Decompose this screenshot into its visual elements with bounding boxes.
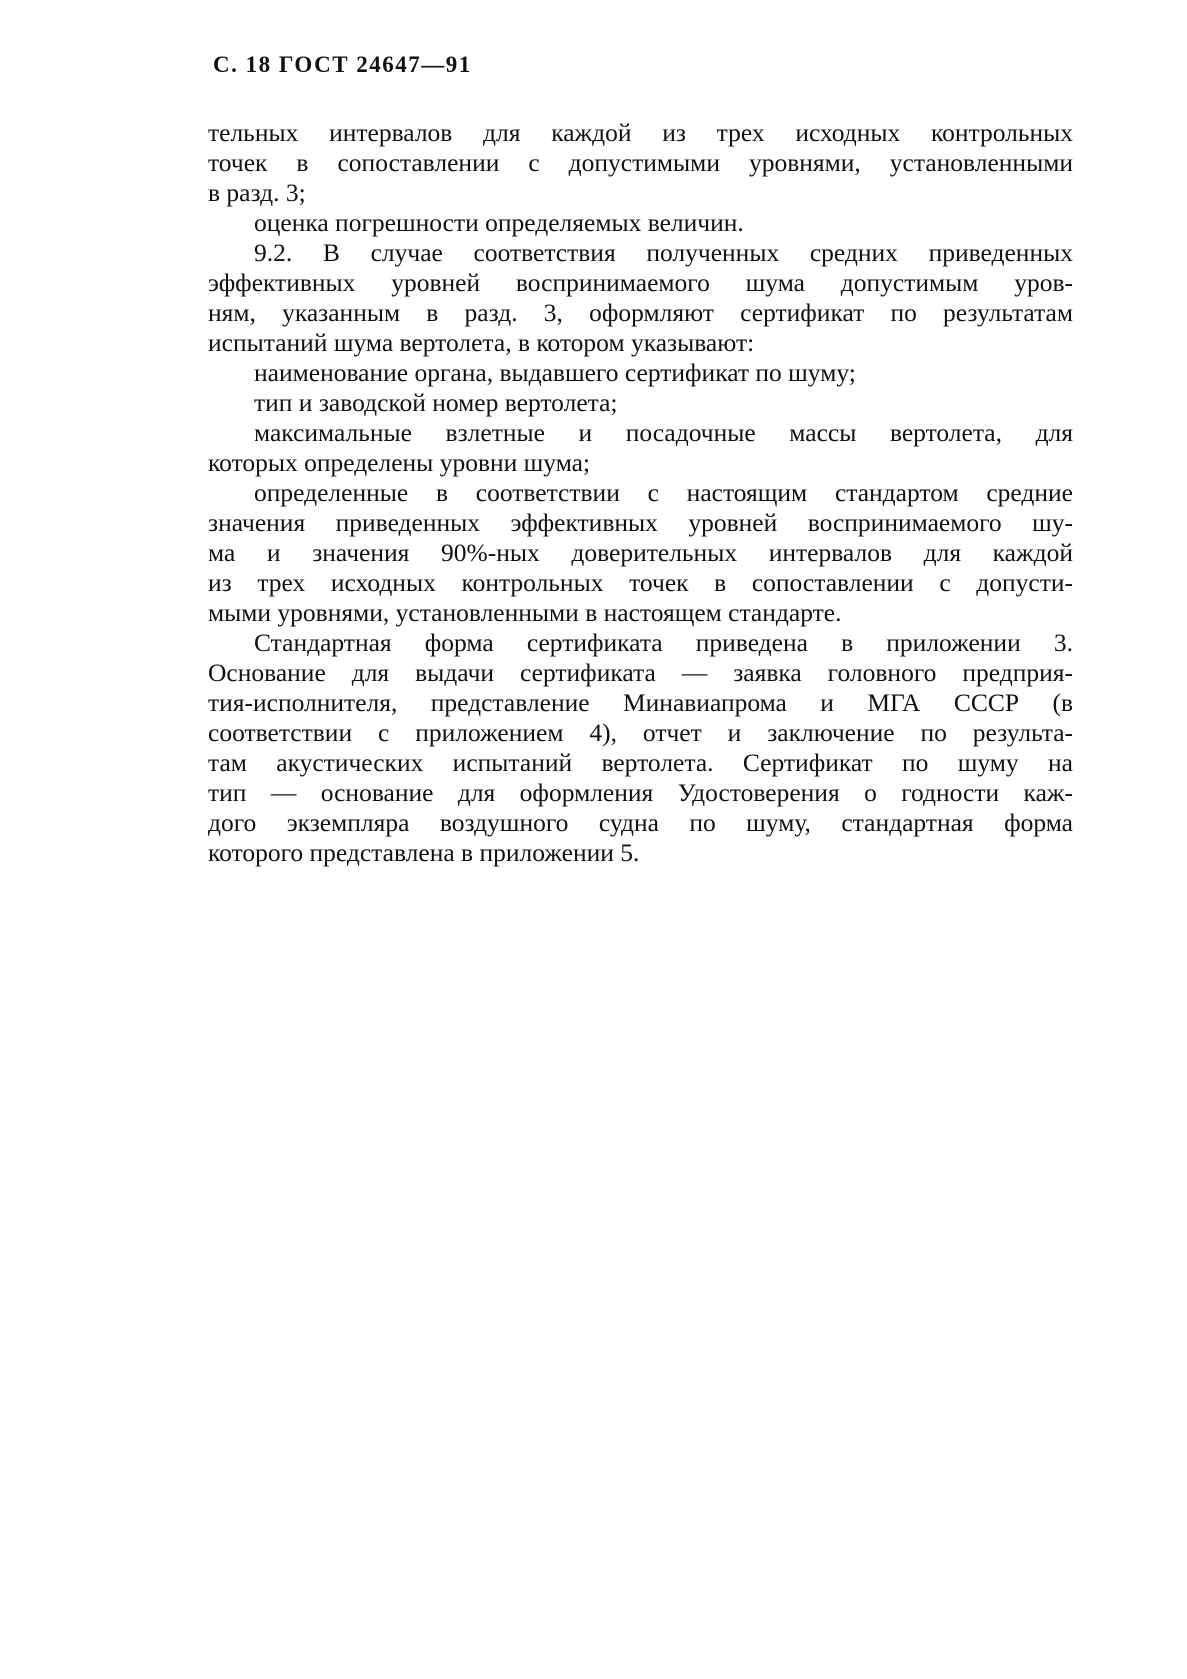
list-item: тип и заводской номер вертолета; xyxy=(254,388,618,417)
list-item: максимальные взлетные и посадочные массы вертолета, для xyxy=(254,418,1073,447)
text-line: ма и значения 90%-ных доверительных интервалов для каждой xyxy=(208,538,1073,567)
section-heading-line: 9.2. В случае соответствия полученных средних приведенных xyxy=(254,238,1073,267)
text-line: значения приведенных эффективных уровней воспринимаемого шу- xyxy=(208,508,1073,537)
text-line: дого экземпляра воздушного судна по шуму, стандартная форма xyxy=(208,808,1073,837)
text-line: эффективных уровней воспринимаемого шума допустимым уров- xyxy=(208,268,1073,297)
text-line: которого представлена в приложении 5. xyxy=(208,838,640,867)
list-item: определенные в соответствии с настоящим стандартом средние xyxy=(254,478,1073,507)
text-line: в разд. 3; xyxy=(208,178,306,207)
body-text xyxy=(208,118,1073,868)
text-line: Основание для выдачи сертификата — заявка головного предприя- xyxy=(208,658,1073,687)
paragraph-line: Стандартная форма сертификата приведена в приложении 3. xyxy=(254,628,1073,657)
text-line: тия-исполнителя, представление Минавиапрома и МГА СССР (в xyxy=(208,688,1073,717)
list-item: оценка погрешности определяемых величин. xyxy=(254,208,744,237)
text-line: там акустических испытаний вертолета. Сертификат по шуму на xyxy=(208,748,1073,777)
text-line: из трех исходных контрольных точек в сопоставлении с допусти- xyxy=(208,568,1073,597)
text-line: которых определены уровни шума; xyxy=(208,448,591,477)
text-line: испытаний шума вертолета, в котором указывают: xyxy=(208,328,755,357)
text-line: соответствии с приложением 4), отчет и заключение по результа- xyxy=(208,718,1073,747)
text-line: точек в сопоставлении с допустимыми уровнями, установленными xyxy=(208,148,1073,177)
page-header: С. 18 ГОСТ 24647—91 xyxy=(213,52,472,77)
text-line: ням, указанным в разд. 3, оформляют сертификат по результатам xyxy=(208,298,1073,327)
list-item: наименование органа, выдавшего сертификат по шуму; xyxy=(254,358,856,387)
text-line: тельных интервалов для каждой из трех исходных контрольных xyxy=(208,118,1073,147)
text-line: мыми уровнями, установленными в настоящем стандарте. xyxy=(208,598,842,627)
text-line: тип — основание для оформления Удостоверения о годности каж- xyxy=(208,778,1073,807)
